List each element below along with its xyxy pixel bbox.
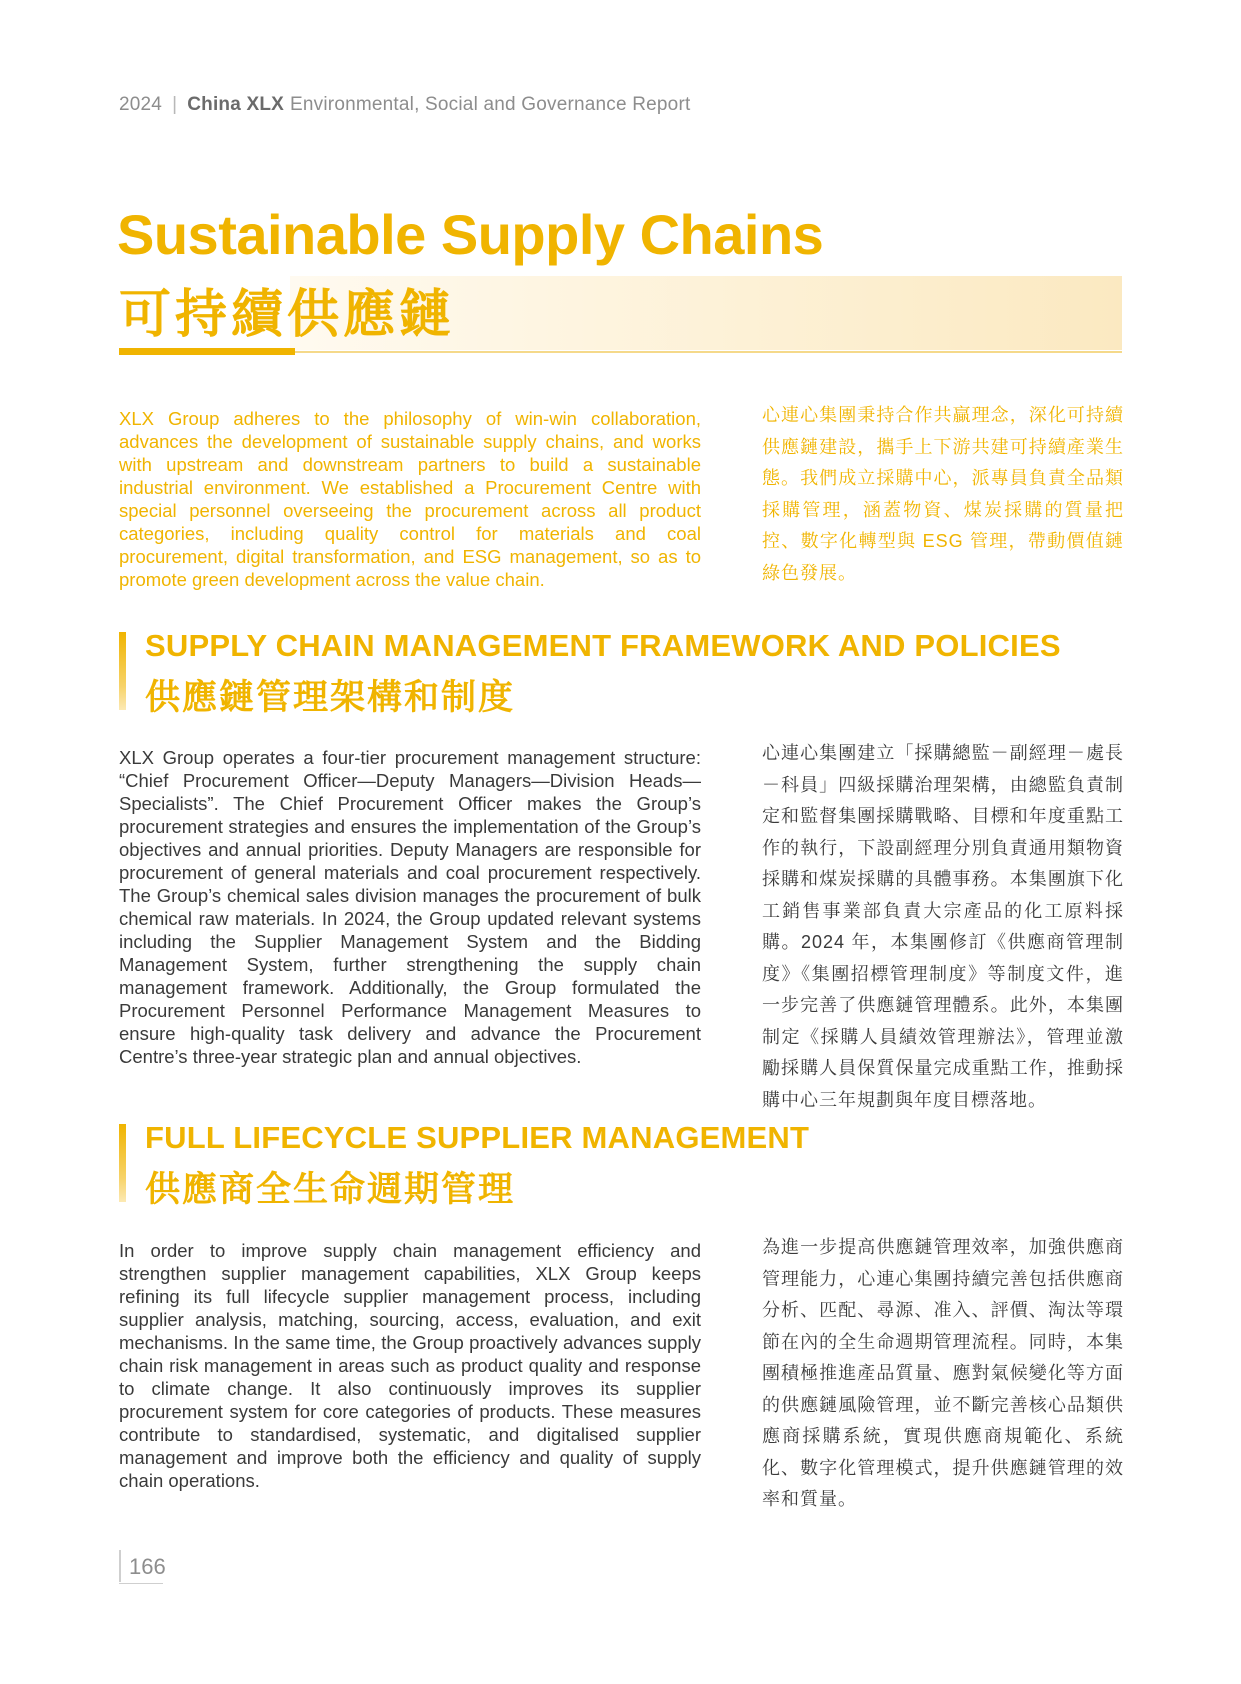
section-title-zh: 供應商全生命週期管理 xyxy=(145,1170,516,1209)
header-brand: China XLX xyxy=(187,94,285,115)
framework-paragraph-zh: 心連心集團建立「採購總監－副經理－處長－科員」四級採購治理架構，由總監負責制定和監督集團採購戰略、目標和年度重點工作的執行，下設副經理分別負責通用類物資採購和煤炭採購的具體事務。本集團旗下化工銷售事業部負責大宗產品的化工原料採購。2024 年，本集團修訂《供應商管理制度》《集團招標管理制度》等制度文件，進一步完善了供應鏈管理體系。此外，本集團制定《採購人員績效管理辦法》，管理並激勵採購人員保質保量完成重點工作，推動採購中心三年規劃與年度目標落地。 xyxy=(762,743,1124,1110)
section-title-en: SUPPLY CHAIN MANAGEMENT FRAMEWORK AND POLICIES xyxy=(145,628,1061,663)
page-title-zh: 可持續供應鏈 xyxy=(119,286,456,344)
title-accent-bar xyxy=(119,348,295,355)
header-year: 2024 xyxy=(119,94,163,115)
section-title-zh: 供應鏈管理架構和制度 xyxy=(145,678,516,717)
framework-paragraph-en: XLX Group operates a four-tier procurement management structure: “Chief Procurement Officer—Deputy Managers—Division Heads—Specialists”. The Chief Procurement Officer makes the Group’s procurement strategies and ensures the implementation of the Group’s objectives and annual priorities. Deputy Managers are responsible for procurement of general materials and coal procurement respectively. The Group’s chemical sales division manages the procurement of bulk chemical raw materials. In 2024, the Group updated relevant systems including the Supplier Management System and the Bidding Management System, further strengthening the supply chain management framework. Additionally, the Group formulated the Procurement Personnel Performance Management Measures to ensure high-quality task delivery and advance the Procurement Centre’s three-year strategic plan and annual objectives. xyxy=(119,747,701,1067)
lifecycle-paragraph-zh: 為進一步提高供應鏈管理效率，加強供應商管理能力，心連心集團持續完善包括供應商分析、匹配、尋源、准入、評價、淘汰等環節在內的全生命週期管理流程。同時，本集團積極推進產品質量、應對氣候變化等方面的供應鏈風險管理，並不斷完善核心品類供應商採購系統，實現供應商規範化、系統化、數字化管理模式，提升供應鏈管理的效率和質量。 xyxy=(762,1237,1124,1509)
intro-paragraph-zh: 心連心集團秉持合作共贏理念，深化可持續供應鏈建設，攜手上下游共建可持續產業生態。我們成立採購中心，派專員負責全品類採購管理，涵蓋物資、煤炭採購的質量把控、數字化轉型與 ESG 管理，帶動價值鏈綠色發展。 xyxy=(762,405,1124,583)
section-accent-bar xyxy=(119,1124,126,1202)
running-header xyxy=(119,94,690,116)
intro-paragraph-en: XLX Group adheres to the philosophy of win-win collaboration, advances the development of sustainable supply chains, and works with upstream and downstream partners to build a sustainable industrial environment. We established a Procurement Centre with special personnel overseeing the procurement across all product categories, including quality control for materials and coal procurement, digital transformation, and ESG management, so as to promote green development across the value chain. xyxy=(119,408,701,590)
section-accent-bar xyxy=(119,632,126,710)
header-report-title: Environmental, Social and Governance Report xyxy=(290,94,691,115)
header-separator: | xyxy=(172,94,178,115)
lifecycle-paragraph-en: In order to improve supply chain management efficiency and strengthen supplier management capabilities, XLX Group keeps refining its full lifecycle supplier management process, including supplier analysis, matching, sourcing, access, evaluation, and exit mechanisms. In the same time, the Group proactively advances supply chain risk management in areas such as product quality and response to climate change. It also continuously improves its supplier procurement system for core categories of products. These measures contribute to standardised, systematic, and digitalised supplier management and improve both the efficiency and quality of supply chain operations. xyxy=(119,1240,701,1491)
page-title-en: Sustainable Supply Chains xyxy=(117,203,824,266)
section-title-en: FULL LIFECYCLE SUPPLIER MANAGEMENT xyxy=(145,1120,810,1155)
page-number: 166 xyxy=(119,1550,166,1582)
